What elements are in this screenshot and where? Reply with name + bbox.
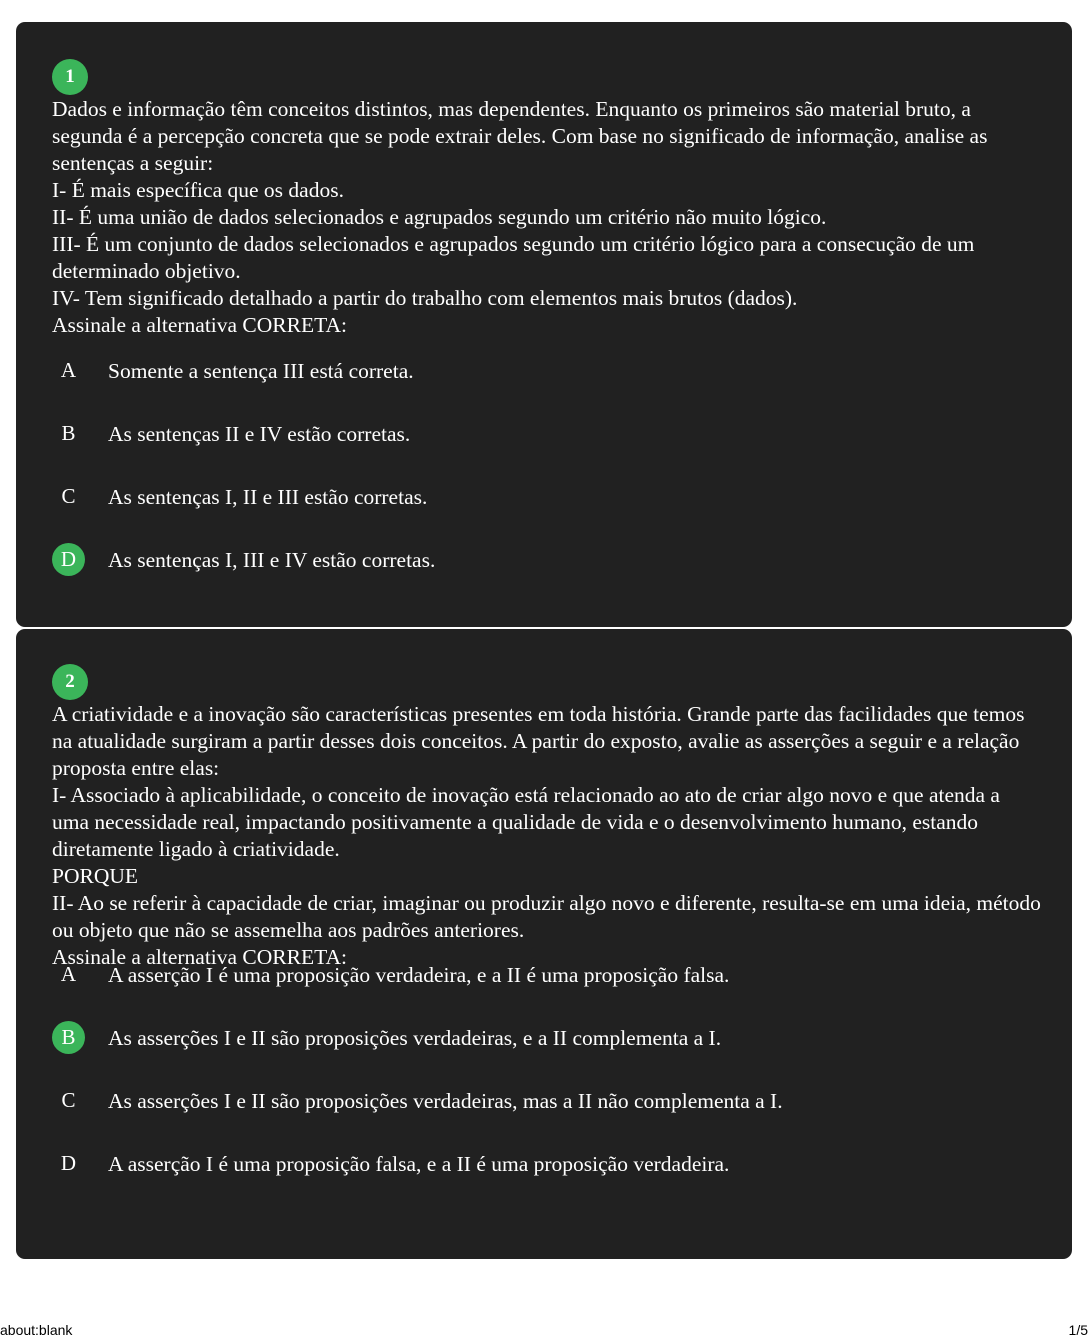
question-paragraph: Assinale a alternativa CORRETA: — [52, 945, 348, 969]
question-paragraph: I- Associado à aplicabilidade, o conceito de inovação está relacionado ao ato de criar algo novo e que atenda a uma necessidade real, impactando positivamente a qualidade de vida e o desenvolvimento humano, estando diretamente ligado à criatividade. — [52, 783, 1000, 861]
option-text: A asserção I é uma proposição verdadeira, e a II é uma proposição falsa. — [108, 963, 730, 987]
option-text: As asserções I e II são proposições verdadeiras, mas a II não complementa a I. — [108, 1089, 783, 1113]
question-paragraph: II- Ao se referir à capacidade de criar, imaginar ou produzir algo novo e diferente, resulta-se em uma ideia, método ou objeto que não se assemelha aos padrões anteriores. — [52, 891, 1041, 942]
question-number-badge: 1 — [52, 59, 88, 95]
answer-option-a[interactable] — [52, 352, 1042, 415]
option-text: A asserção I é uma proposição falsa, e a II é uma proposição verdadeira. — [108, 1152, 730, 1176]
page-counter: 1/5 — [1068, 1322, 1088, 1338]
answer-option-d[interactable] — [52, 541, 1042, 604]
page-url: about:blank — [0, 1322, 73, 1338]
question-paragraph: III- É um conjunto de dados selecionados e agrupados segundo um critério lógico para a consecução de um determinado objetivo. — [52, 232, 975, 283]
option-letter-selected: D — [52, 543, 85, 576]
answer-options — [52, 352, 1042, 604]
answer-option-c[interactable] — [52, 1082, 1042, 1145]
question-paragraph: Dados e informação têm conceitos distintos, mas dependentes. Enquanto os primeiros são material bruto, a segunda é a percepção concreta que se pode extrair deles. Com base no significado de informação, analise as sentenças a seguir: — [52, 97, 988, 175]
answer-option-b[interactable] — [52, 1019, 1042, 1082]
option-letter: C — [61, 1088, 76, 1112]
option-text: As sentenças I, III e IV estão corretas. — [108, 548, 436, 572]
answer-option-b[interactable] — [52, 415, 1042, 478]
question-paragraph: I- É mais específica que os dados. — [52, 178, 344, 202]
question-paragraph: II- É uma união de dados selecionados e agrupados segundo um critério não muito lógico. — [52, 205, 827, 229]
question-paragraph: A criatividade e a inovação são características presentes em toda história. Grande parte das facilidades que temos na atualidade surgiram a partir desses dois conceitos. A partir do exposto, avalie as asserções a seguir e a relação proposta entre elas: — [52, 702, 1025, 780]
question-paragraph: Assinale a alternativa CORRETA: — [52, 313, 348, 337]
question-paragraph: PORQUE — [52, 864, 139, 888]
question-number-badge: 2 — [52, 664, 88, 700]
option-letter: D — [60, 1151, 77, 1175]
option-text: As sentenças II e IV estão corretas. — [108, 422, 411, 446]
question-text — [52, 701, 1042, 971]
answer-option-a[interactable] — [52, 956, 1042, 1019]
question-paragraph: IV- Tem significado detalhado a partir do trabalho com elementos mais brutos (dados). — [52, 286, 798, 310]
option-letter: A — [60, 358, 77, 382]
question-text — [52, 96, 1042, 339]
option-text: Somente a sentença III está correta. — [108, 359, 414, 383]
option-text: As sentenças I, II e III estão corretas. — [108, 485, 428, 509]
question-card-1 — [16, 22, 1072, 627]
option-letter: C — [61, 484, 76, 508]
answer-option-c[interactable] — [52, 478, 1042, 541]
option-text: As asserções I e II são proposições verdadeiras, e a II complementa a I. — [108, 1026, 722, 1050]
option-letter: B — [61, 421, 76, 445]
option-letter: A — [60, 962, 77, 986]
option-letter-selected: B — [52, 1021, 85, 1054]
answer-options — [52, 956, 1042, 1208]
answer-option-d[interactable] — [52, 1145, 1042, 1208]
question-card-2 — [16, 629, 1072, 1259]
